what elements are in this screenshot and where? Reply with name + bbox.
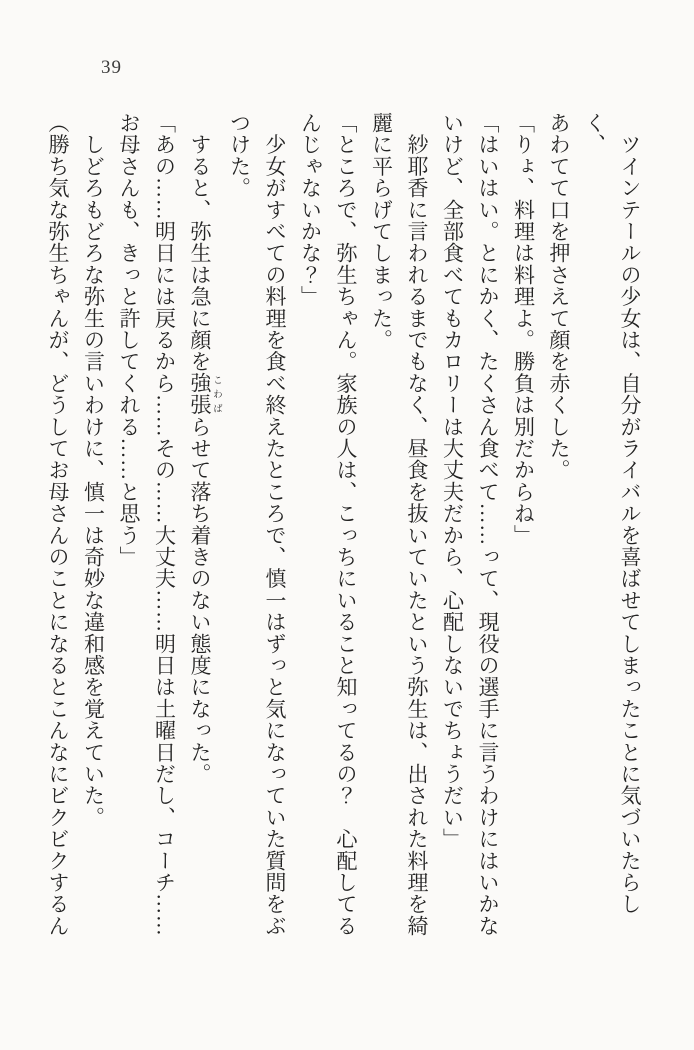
text-line: 「りょ、料理は料理よ。勝負は別だからね」 [511, 112, 536, 546]
vertical-text-block [40, 112, 648, 952]
text-line: んじゃないかな？」 [298, 112, 323, 308]
text-line: お母さんも、きっと許してくれる……と思う」 [117, 112, 141, 568]
text-line: ツインテールの少女は、自分がライバルを喜ばせてしまったことに気づいたらしく、 [582, 112, 642, 915]
text-line: すると、弥生は急に顔を強張 こわばらせて落ち着きのない態度になった。 [188, 112, 221, 785]
text-line: 「はいはい。とにかく、たくさん食べて……って、現役の選手に言うわけにはいかな [476, 112, 500, 937]
text-line: 紗耶香に言われるまでもなく、昼食を抜いていたという弥生は、出された料理を綺 [405, 112, 429, 937]
page-number: 39 [101, 57, 122, 78]
text-line: あわてて口を押さえて顔を赤くした。 [547, 112, 571, 481]
furigana-annotated-word: 強張 こわば [188, 372, 221, 416]
text-line: （勝ち気な弥生ちゃんが、どうしてお母さんのことになるとこんなにビクビクするん [46, 112, 70, 937]
text-line: しどろもどろな弥生の言いわけに、慎一は奇妙な違和感を覚えていた。 [81, 112, 106, 829]
text-line: 「ところで、弥生ちゃん。家族の人は、こっちにいること知ってるの？ 心配してる [334, 112, 358, 937]
text-line: つけた。 [227, 112, 252, 199]
text-line: 麗に平らげてしまった。 [369, 112, 394, 351]
text-line: 少女がすべての料理を食べ終えたところで、慎一はずっと気になっていた質問をぶ [263, 112, 287, 937]
text-line: 「あの……明日には戻るから……その……大丈夫……明日は土曜日だし、コーチ…… [152, 112, 177, 937]
text-line: いけど、全部食べてもカロリーは大丈夫だから、心配しないでちょうだい」 [440, 112, 465, 850]
